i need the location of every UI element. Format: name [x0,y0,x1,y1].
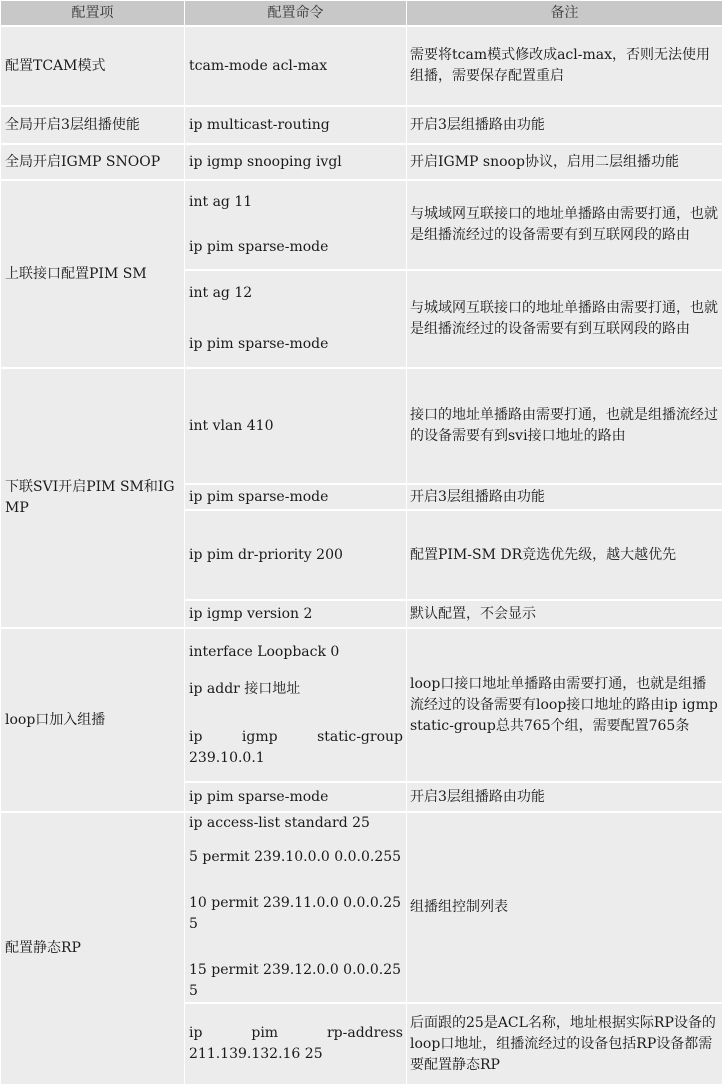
command-line: ip pim rp-address [189,1025,403,1041]
config-command-cell [185,812,407,1003]
config-command-cell [185,628,407,782]
table-row [1,26,723,106]
config-command-cell: ip pim dr-priority 200 [185,510,407,600]
table-row [1,106,723,144]
command-line: ip pim sparse-mode [189,336,329,352]
config-item-cell: 上联接口配置PIM SM [1,180,185,368]
command-line: 5 permit 239.10.0.0 0.0.0.255 [189,849,402,865]
header-config-command: 配置命令 [185,1,407,27]
config-command-cell: ip pim sparse-mode [185,484,407,510]
remark-cell: 与城域网互联接口的地址单播路由需要打通，也就是组播流经过的设备需要有到互联网段的路由 [407,270,723,368]
config-item-cell: loop口加入组播 [1,628,185,812]
config-command-cell [185,1003,407,1085]
config-item-cell: 全局开启IGMP SNOOP [1,144,185,180]
remark-cell: 接口的地址单播路由需要打通，也就是组播流经过的设备需要有到svi接口地址的路由 [407,368,723,484]
table-row [1,628,723,782]
remark-cell: 需要将tcam模式修改成acl-max，否则无法使用组播，需要保存配置重启 [407,26,723,106]
remark-cell: 开启IGMP snoop协议，启用二层组播功能 [407,144,723,180]
remark-cell: 后面跟的25是ACL名称，地址根据实际RP设备的loop口地址，组播流经过的设备包括RP设备都需要配置静态RP [407,1003,723,1085]
config-item-cell: 配置静态RP [1,812,185,1085]
command-line: ip pim sparse-mode [189,239,329,255]
table-row [1,144,723,180]
config-command-cell: ip pim sparse-mode [185,782,407,812]
command-line: ip igmp static-group [189,728,403,745]
config-command-cell: ip igmp snooping ivgl [185,144,407,180]
header-config-item: 配置项 [1,1,185,27]
table-row [1,180,723,270]
config-command-cell: tcam-mode acl-max [185,26,407,106]
header-remark: 备注 [407,1,723,27]
config-item-cell: 下联SVI开启PIM SM和IGMP [1,368,185,628]
config-item-cell: 配置TCAM模式 [1,26,185,106]
remark-cell: 组播组控制列表 [407,812,723,1003]
config-item-cell: 全局开启3层组播使能 [1,106,185,144]
table-row [1,368,723,484]
table-header-row [1,1,723,27]
command-line: ip access-list standard 25 [189,815,370,831]
command-line: int ag 11 [189,194,253,210]
table-row [1,812,723,1003]
remark-cell: 与城域网互联接口的地址单播路由需要打通，也就是组播流经过的设备需要有到互联网段的路由 [407,180,723,270]
config-command-cell [185,270,407,368]
command-line: 211.139.132.16 25 [189,1046,323,1062]
command-line: 15 permit 239.12.0.0 0.0.0.255 [189,962,402,999]
config-command-cell: ip igmp version 2 [185,600,407,628]
command-line: 239.10.0.1 [189,749,265,766]
remark-cell: loop口接口地址单播路由需要打通，也就是组播流经过的设备需要有loop接口地址的路由ip igmp static-group总共765个组，需要配置765条 [407,628,723,782]
command-line: ip addr 接口地址 [189,680,301,697]
config-command-cell: int vlan 410 [185,368,407,484]
config-command-cell: ip multicast-routing [185,106,407,144]
config-command-cell [185,180,407,270]
command-line: interface Loopback 0 [189,643,340,660]
remark-cell: 开启3层组播路由功能 [407,782,723,812]
remark-cell: 配置PIM-SM DR竞选优先级，越大越优先 [407,510,723,600]
command-line: 10 permit 239.11.0.0 0.0.0.255 [189,895,402,932]
remark-cell: 默认配置，不会显示 [407,600,723,628]
remark-cell: 开启3层组播路由功能 [407,484,723,510]
remark-cell: 开启3层组播路由功能 [407,106,723,144]
command-line: int ag 12 [189,285,253,301]
